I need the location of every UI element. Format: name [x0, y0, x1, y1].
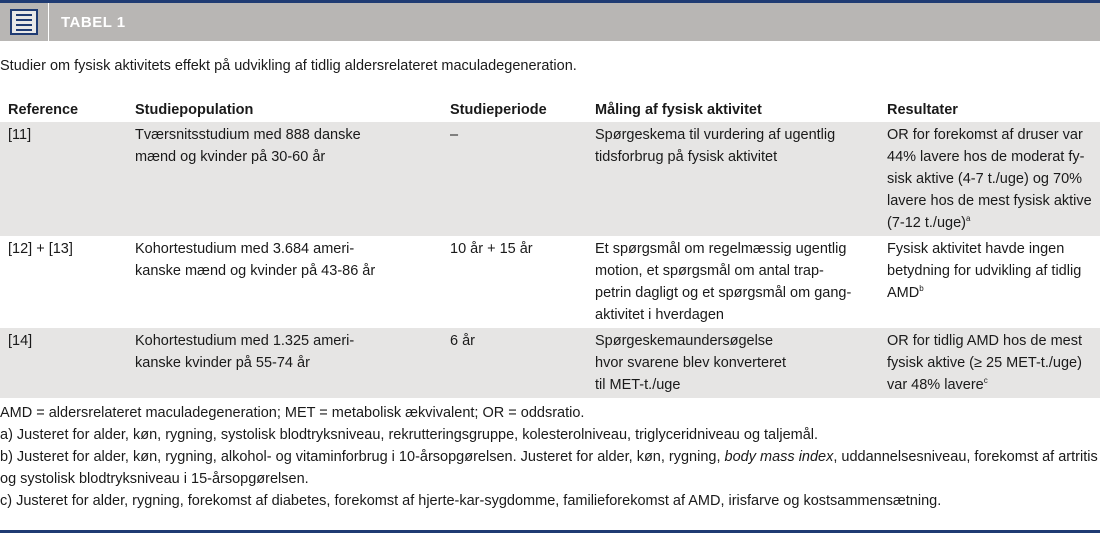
- col-header-period: Studieperiode: [450, 102, 547, 118]
- data-table: [0, 98, 1100, 398]
- table-title: TABEL 1: [61, 13, 126, 31]
- footnote-a: a) Justeret for alder, køn, rygning, systolisk blodtryksniveau, rekrutteringsgruppe, kolesterolniveau, triglyceridniveau og taljemål.: [0, 427, 819, 443]
- cell-results: OR for forekomst af druser var 44% lavere hos de moderat fy- sisk aktive (4-7 t./uge) og 70% lavere hos de mest fysisk aktive (7-12 t./uge)$^a$: [887, 127, 1092, 231]
- cell-reference: [11]: [8, 127, 32, 143]
- footnote-b-continued: og systolisk blodtryksniveau i 15-årsopgørelsen.: [0, 471, 309, 487]
- cell-population: Kohortestudium med 3.684 ameri- kanske mænd og kvinder på 43-86 år: [135, 241, 376, 279]
- table-header-row: [0, 98, 1100, 122]
- col-header-population: Studiepopulation: [135, 102, 254, 118]
- document-icon: [10, 9, 38, 35]
- cell-period: 10 år + 15 år: [450, 241, 533, 257]
- cell-period: –: [450, 127, 459, 143]
- col-header-reference: Reference: [8, 102, 79, 118]
- bottom-rule: [0, 530, 1100, 533]
- col-header-measurement: Måling af fysisk aktivitet: [595, 102, 762, 118]
- cell-results: OR for tidlig AMD hos de mest fysisk aktive (≥ 25 MET-t./uge) var 48% lavere$^c$: [887, 333, 1083, 393]
- table-footnotes: [0, 402, 1100, 512]
- cell-measurement: Spørgeskema til vurdering af ugentlig tidsforbrug på fysisk aktivitet: [595, 127, 836, 165]
- cell-population: Kohortestudium med 1.325 ameri- kanske kvinder på 55-74 år: [135, 333, 355, 371]
- footnote-mark: a: [966, 214, 971, 224]
- table-caption: Studier om fysisk aktivitets effekt på udvikling af tidlig aldersrelateret maculadegeneration.: [0, 58, 577, 74]
- footnote-b: b) Justeret for alder, køn, rygning, alkohol- og vitaminforbrug i 10-årsopgørelsen. Justeret for alder, køn, rygning, body mass index, uddannelsesniveau, forekomst af artritis: [0, 449, 1098, 465]
- footnote-c: c) Justeret for alder, rygning, forekomst af diabetes, forekomst af hjerte-kar-sygdomme, familieforekomst af AMD, irisfarve og kostsammensætning.: [0, 493, 942, 509]
- cell-measurement: Et spørgsmål om regelmæssig ugentlig motion, et spørgsmål om antal trap- petrin dagligt og et spørgsmål om gang- aktivitet i hverdagen: [595, 241, 852, 323]
- table-row: [0, 122, 1100, 236]
- cell-reference: [12] + [13]: [8, 241, 73, 257]
- cell-period: 6 år: [450, 333, 475, 349]
- cell-measurement: Spørgeskemaundersøgelse hvor svarene blev konverteret til MET-t./uge: [595, 333, 787, 393]
- footnote-mark: b: [919, 284, 924, 294]
- cell-population: Tværsnitsstudium med 888 danske mænd og kvinder på 30-60 år: [135, 127, 361, 165]
- table-header-bar: [0, 3, 1100, 41]
- footnote-abbreviations: AMD = aldersrelateret maculadegeneration; MET = metabolisk ækvivalent; OR = oddsratio.: [0, 405, 585, 421]
- cell-results: Fysisk aktivitet havde ingen betydning for udvikling af tidlig AMD$^b$: [887, 241, 1082, 301]
- table-row: [0, 236, 1100, 328]
- cell-reference: [14]: [8, 333, 33, 349]
- table-row: [0, 328, 1100, 398]
- footnote-mark: c: [983, 376, 988, 386]
- header-divider: [48, 3, 49, 41]
- col-header-results: Resultater: [887, 102, 958, 118]
